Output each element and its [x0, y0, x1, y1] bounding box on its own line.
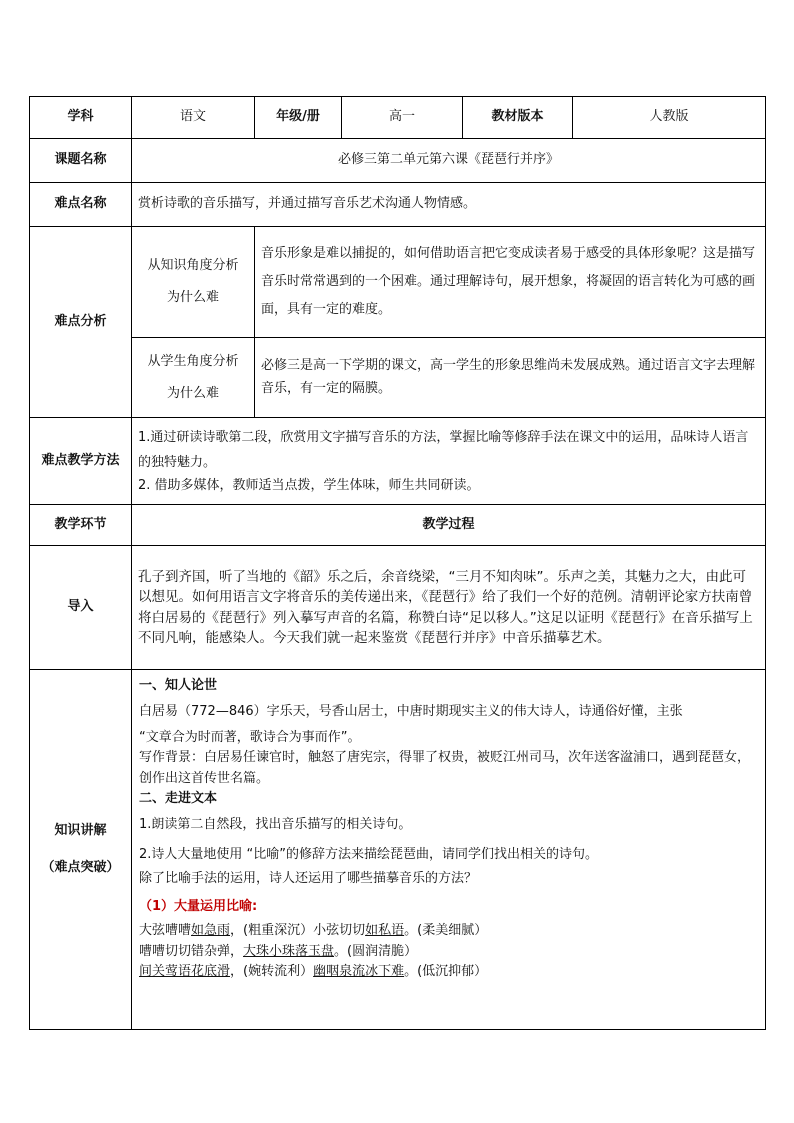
analysis-label: 难点分析	[30, 227, 132, 418]
poem-line-2	[139, 942, 758, 962]
poem-line-2-b: 大珠小珠落玉盘	[243, 943, 335, 959]
question-1: 1.朗读第二自然段，找出音乐描写的相关诗句。	[139, 816, 412, 832]
knowledge-row	[30, 670, 766, 1030]
knowledge-angle-text: 音乐形象是难以捕捉的，如何借助语言把它变成读者易于感受的具体形象呢？这是描写音乐时常常遇到的一个困难。通过理解诗句，展开想象，将凝固的语言转化为可感的画面，具有一定的难度。	[255, 227, 766, 338]
author-quote: “文章合为时而著，歌诗合为事而作”。	[139, 730, 361, 746]
knowledge-label	[30, 670, 132, 1030]
question-2: 2.诗人大量地使用 “比喻”的修辞方法来描绘琵琶曲，请同学们找出相关的诗句。	[139, 846, 599, 862]
writing-background: 写作背景：白居易任谏官时，触怒了唐宪宗，得罪了权贵，被贬江州司马，次年送客湓浦口，遇到琵琶女，创作出这首传世名篇。	[139, 750, 751, 786]
method-line-1: 1.通过研读诗歌第二段，欣赏用文字描写音乐的方法，掌握比喻等修辞手法在课文中的运用，品味诗人语言的独特魅力。	[138, 430, 749, 470]
author-intro: 白居易（772—846）字乐天，号香山居士，中唐时期现实主义的伟大诗人，诗通俗好懂，主张	[139, 704, 683, 720]
method-label: 难点教学方法	[30, 418, 132, 505]
intro-row	[30, 546, 766, 670]
header-row	[30, 97, 766, 139]
student-angle-line1: 从学生角度分析	[147, 354, 239, 370]
poem-line-3-b: ，(婉转流利）	[230, 963, 314, 979]
lesson-plan-table	[29, 96, 766, 1030]
poem-line-1-d: 如私语	[365, 923, 405, 939]
knowledge-angle-line1: 从知识角度分析	[147, 257, 239, 273]
intro-text: 孔子到齐国，听了当地的《韶》乐之后，余音绕梁，“三月不知肉味”。乐声之美，其魅力之大，由此可以想见。如何用语言文字将音乐的美传递出来，《琵琶行》给了我们一个好的范例。清朝评论家方扶南曾将白居易的《琵琶行》列入摹写声音的名篇，称赞白诗“足以移人。”这足以证明《琵琶行》在音乐描写上不同凡响，能感染人。今天我们就一起来鉴赏《琵琶行并序》中音乐描摹艺术。	[132, 546, 766, 670]
question-3: 除了比喻手法的运用，诗人还运用了哪些描摹音乐的方法？	[139, 871, 478, 887]
subject-label: 学科	[30, 97, 132, 139]
method-cell	[132, 418, 766, 505]
knowledge-label-line1: 知识讲解	[54, 823, 107, 839]
student-angle-label	[132, 338, 255, 418]
poem-line-1-b: 如急雨	[191, 923, 231, 939]
section-1-heading: 一、知人论世	[139, 678, 218, 693]
knowledge-content	[132, 670, 766, 1030]
difficulty-row	[30, 183, 766, 227]
poem-line-2-a: 嘈嘈切切错杂弹，	[139, 943, 244, 959]
knowledge-angle-line2: 为什么难	[166, 290, 219, 305]
poem-line-1-e: 。(柔美细腻）	[404, 923, 488, 939]
poem-line-2-c: 。(圆润清脆）	[334, 943, 418, 959]
poem-line-1-a: 大弦嘈嘈	[139, 923, 192, 939]
edition-value: 人教版	[573, 97, 766, 139]
poem-line-1-c: ，(粗重深沉）小弦切切	[230, 923, 366, 939]
method-line-2: 2. 借助多媒体，教师适当点拨，学生体味，师生共同研读。	[138, 477, 480, 493]
analysis-row-knowledge	[30, 227, 766, 338]
subject-value: 语文	[132, 97, 255, 139]
poem-line-3-a: 间关莺语花底滑	[139, 963, 231, 979]
process-header-row	[30, 505, 766, 546]
process-label: 教学过程	[132, 505, 766, 546]
poem-line-3-c: 幽咽泉流冰下难	[313, 963, 405, 979]
method-row	[30, 418, 766, 505]
topic-value: 必修三第二单元第六课《琵琶行并序》	[132, 139, 766, 183]
student-angle-text: 必修三是高一下学期的课文，高一学生的形象思维尚未发展成熟。通过语言文字去理解音乐，有一定的隔膜。	[255, 338, 766, 418]
grade-label: 年级/册	[255, 97, 342, 139]
intro-label: 导入	[30, 546, 132, 670]
knowledge-label-line2: （难点突破）	[41, 859, 120, 875]
analysis-row-student	[30, 338, 766, 418]
knowledge-angle-label	[132, 227, 255, 338]
poem-line-3	[139, 962, 758, 982]
metaphor-heading: （1）大量运用比喻:	[139, 899, 258, 915]
poem-line-1	[139, 921, 758, 941]
stage-label: 教学环节	[30, 505, 132, 546]
topic-label: 课题名称	[30, 139, 132, 183]
topic-row	[30, 139, 766, 183]
poem-line-3-d: 。(低沉抑郁）	[404, 963, 488, 979]
difficulty-value: 赏析诗歌的音乐描写，并通过描写音乐艺术沟通人物情感。	[132, 183, 766, 227]
student-angle-line2: 为什么难	[166, 385, 219, 401]
edition-label: 教材版本	[463, 97, 573, 139]
section-2-heading: 二、走进文本	[139, 790, 218, 806]
grade-value: 高一	[342, 97, 463, 139]
difficulty-label: 难点名称	[30, 183, 132, 227]
